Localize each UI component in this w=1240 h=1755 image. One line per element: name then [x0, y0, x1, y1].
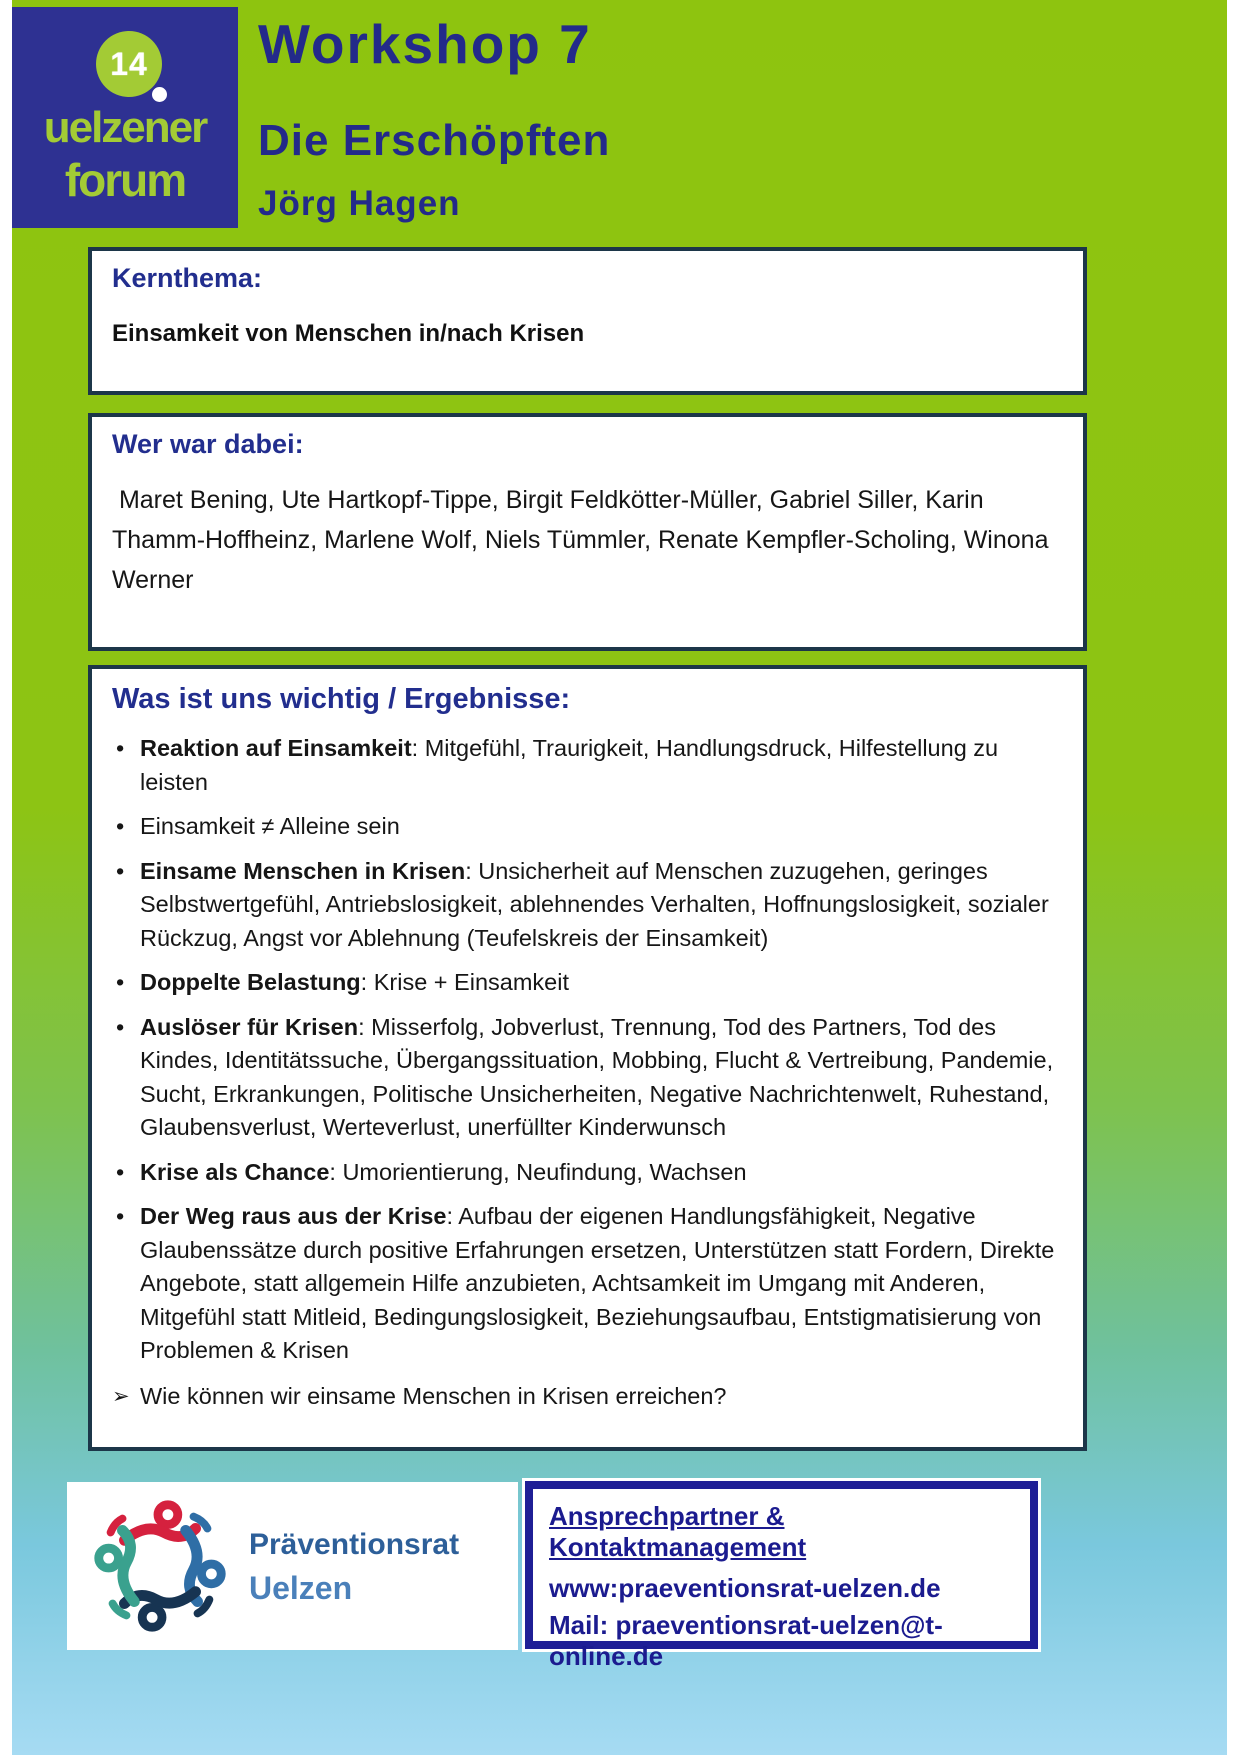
praeventionsrat-name: Präventionsrat	[249, 1528, 460, 1561]
teilnehmer-heading: Wer war dabei:	[112, 429, 304, 459]
bullet-item: • Doppelte Belastung: Krise + Einsamkeit	[112, 966, 1063, 1000]
bullet-item: • Krise als Chance: Umorientierung, Neufindung, Wachsen	[112, 1156, 1063, 1190]
bullet-item: • Auslöser für Krisen: Misserfolg, Jobverlust, Trennung, Tod des Partners, Tod des Kindes, Identitätssuche, Übergangssituation, Mobbing, Flucht & Vertreibung, Pandemie, Sucht, Erkrankungen, Politische Unsicherheiten, Negative Nachrichtenwelt, Ruhestand, Glaubensverlust, Werteverlust, unerfüllter Kinderwunsch	[112, 1011, 1063, 1145]
ergebnisse-bullet-list	[112, 732, 1063, 1368]
uelzener-forum-logo	[12, 7, 238, 228]
contact-email: Mail: praeventionsrat-uelzen@t-online.de	[549, 1610, 943, 1671]
forum-edition-badge	[96, 31, 162, 97]
kernthema-text: Einsamkeit von Menschen in/nach Krisen	[112, 320, 585, 347]
praeventionsrat-logo-box	[67, 1482, 518, 1650]
kernthema-panel	[88, 247, 1087, 395]
praeventionsrat-city: Uelzen	[249, 1570, 353, 1606]
forum-logo-word1: uelzener	[43, 103, 207, 152]
forum-edition-number: 14	[110, 45, 148, 82]
bullet-item: • Einsamkeit ≠ Alleine sein	[112, 810, 1063, 844]
workshop-topic-title: Die Erschöpften	[258, 116, 611, 165]
teilnehmer-panel	[88, 413, 1087, 651]
workshop-number-title: Workshop 7	[258, 13, 592, 75]
contact-heading: Ansprechpartner & Kontaktmanagement	[549, 1501, 807, 1562]
bullet-item: • Der Weg raus aus der Krise: Aufbau der eigenen Handlungsfähigkeit, Negative Glaubenssätze durch positive Erfahrungen ersetzen, Unterstützen statt Fordern, Direkte Angebote, statt allgemein Hilfe anzubieten, Achtsamkeit im Umgang mit Anderen, Mitgefühl statt Mitleid, Bedingungslosigkeit, Beziehungsaufbau, Entstigmatisierung von Problemen & Krisen	[112, 1200, 1063, 1368]
arrow-bullet-icon: ➢	[112, 1384, 130, 1408]
bullet-item: • Einsame Menschen in Krisen: Unsicherheit auf Menschen zuzugehen, geringes Selbstwertgefühl, Antriebslosigkeit, ablehnendes Verhalten, Hoffnungslosigkeit, sozialer Rückzug, Angst vor Ablehnung (Teufelskreis der Einsamkeit)	[112, 855, 1063, 956]
contact-box	[522, 1478, 1041, 1671]
forum-badge-dot-icon	[152, 87, 167, 102]
workshop-author: Jörg Hagen	[258, 184, 461, 223]
kernthema-heading: Kernthema:	[112, 263, 263, 293]
contact-box-inner	[525, 1481, 1038, 1671]
ergebnisse-heading: Was ist uns wichtig / Ergebnisse:	[112, 683, 571, 715]
bullet-item: • Reaktion auf Einsamkeit: Mitgefühl, Traurigkeit, Handlungsdruck, Hilfestellung zu leisten	[112, 732, 1063, 799]
teilnehmer-names: Maret Bening, Ute Hartkopf-Tippe, Birgit Feldkötter-Müller, Gabriel Siller, Karin Thamm-Hoffheinz, Marlene Wolf, Niels Tümmler, Renate Kempfler-Scholing, Winona Werner	[112, 486, 1056, 594]
forum-logo-word2: forum	[64, 154, 186, 206]
praeventionsrat-figures-icon	[81, 1487, 239, 1650]
contact-website: www:praeventionsrat-uelzen.de	[549, 1573, 941, 1603]
ergebnisse-panel	[88, 665, 1087, 1451]
ergebnisse-question-text: Wie können wir einsame Menschen in Krisen erreichen?	[140, 1382, 727, 1409]
ergebnisse-question	[112, 1380, 1063, 1414]
